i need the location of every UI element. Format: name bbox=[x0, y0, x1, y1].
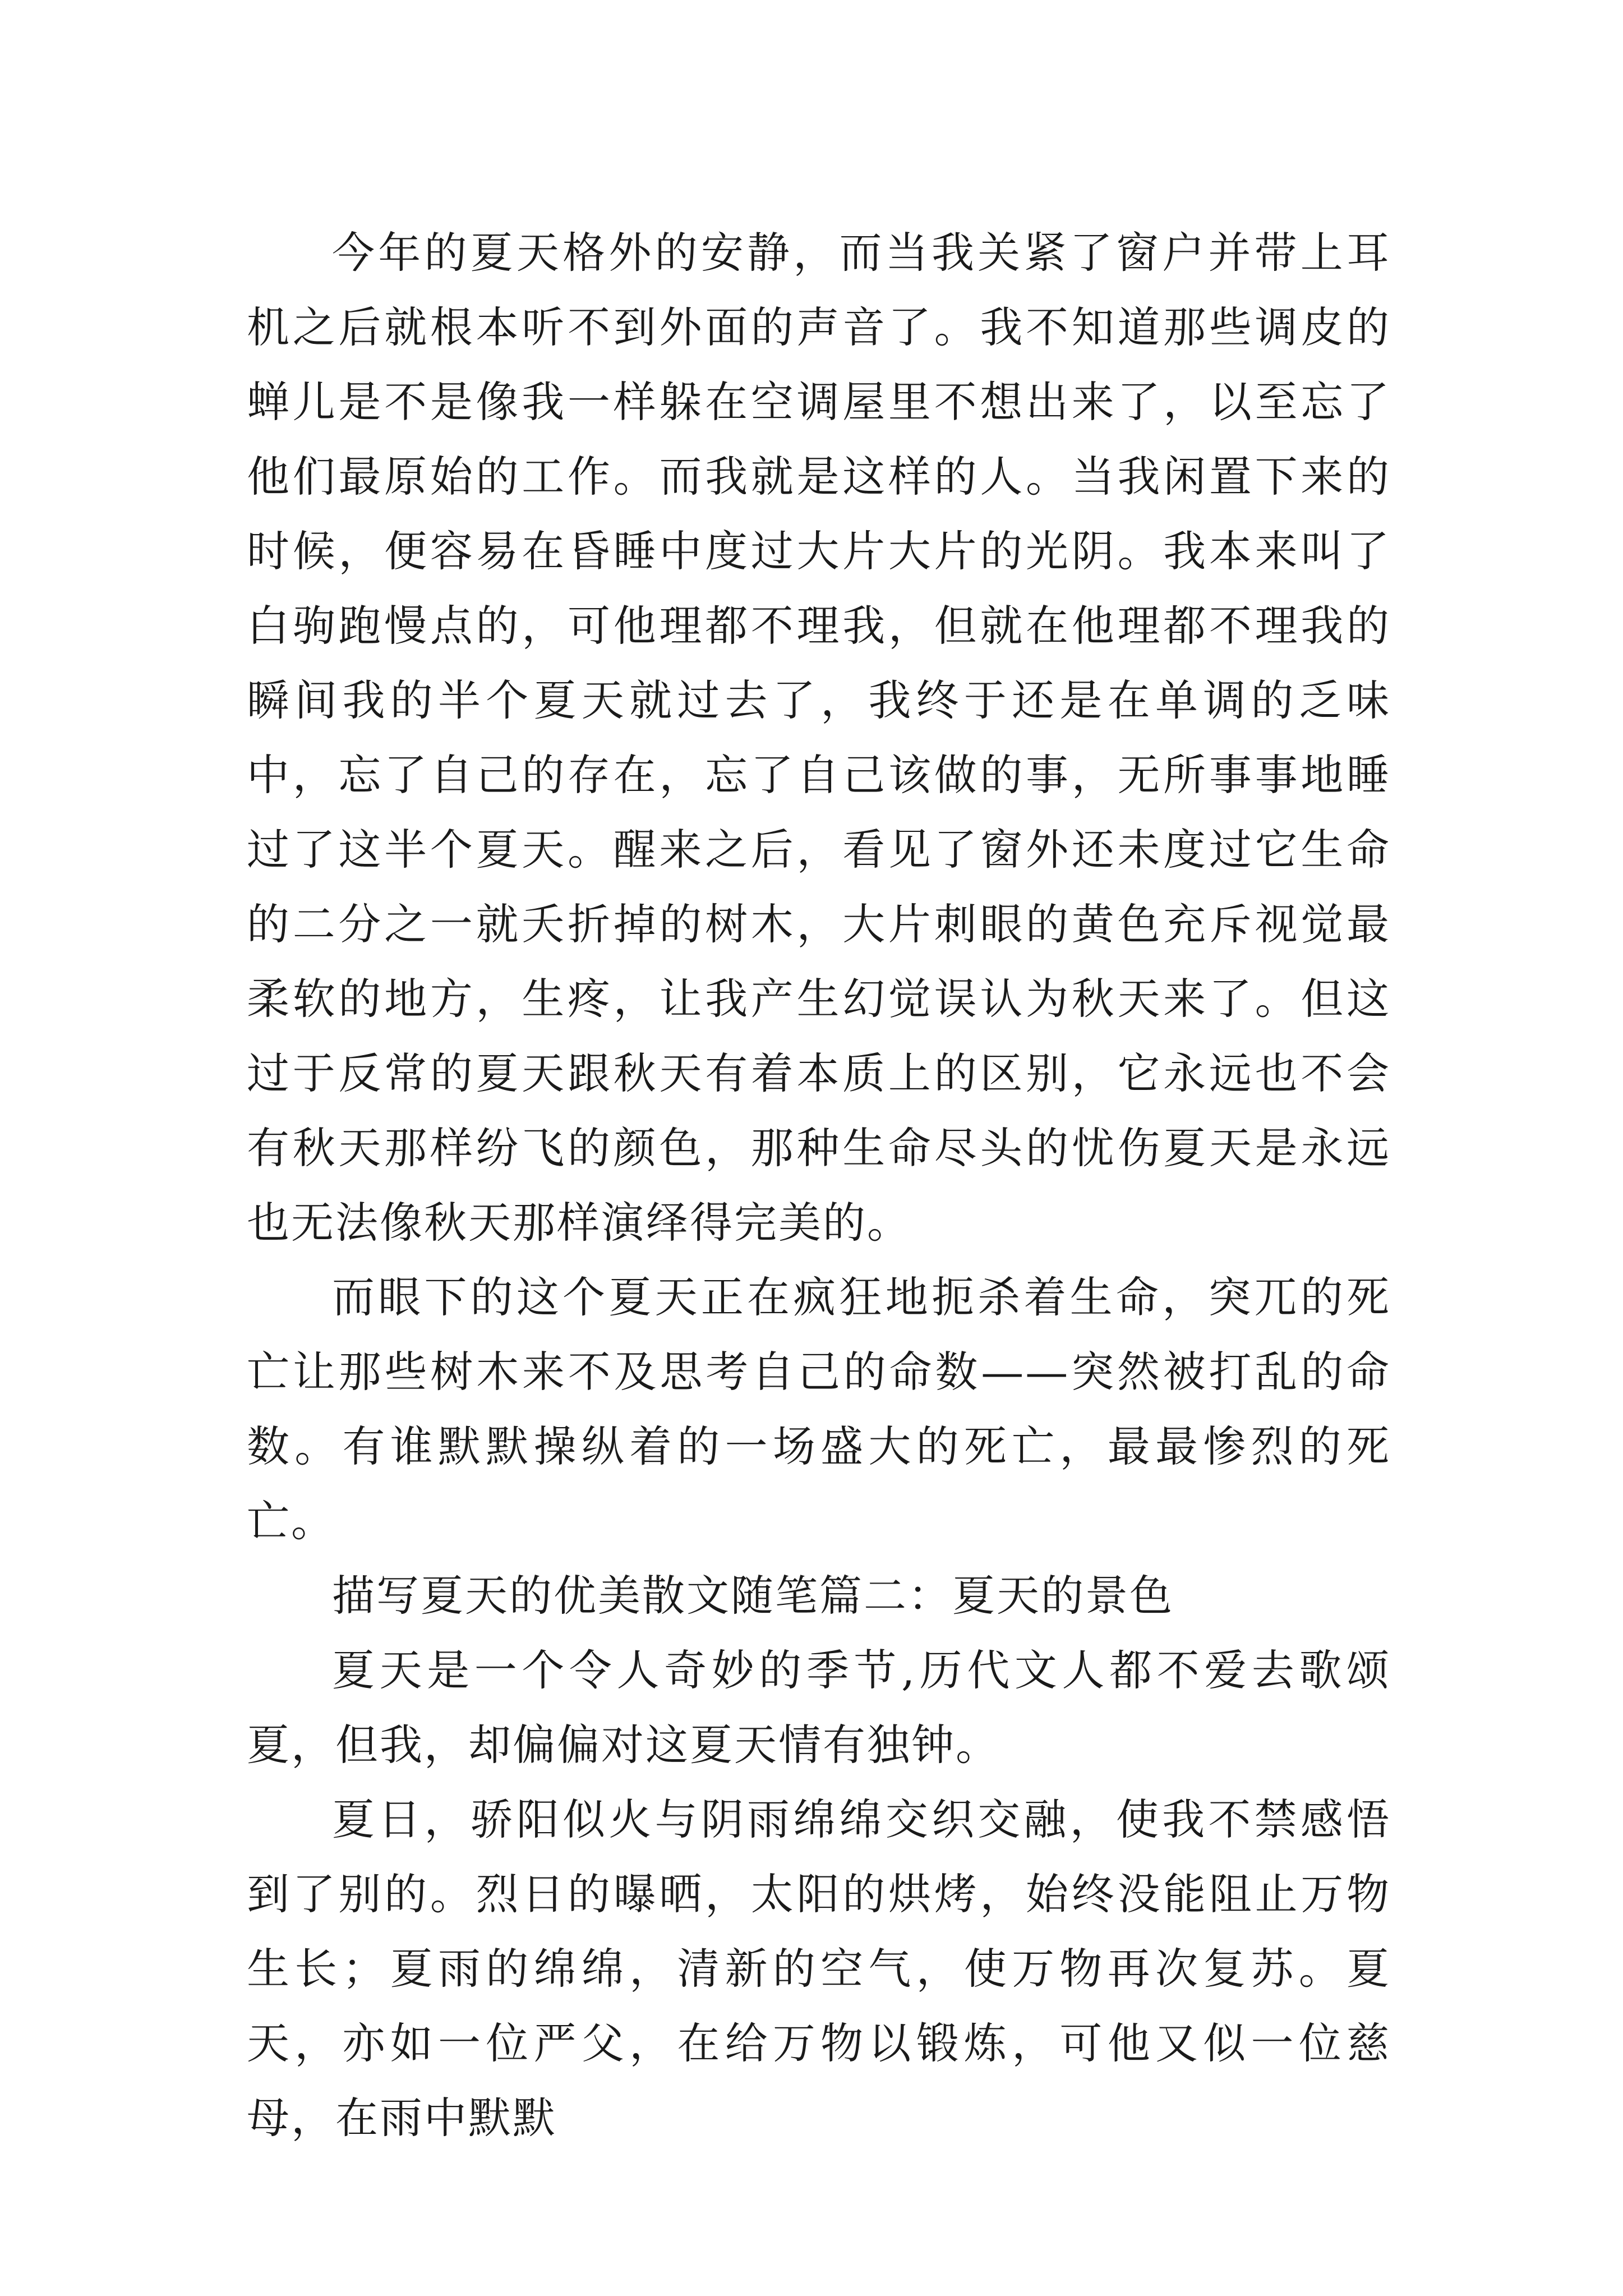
paragraph-3: 夏天是一个令人奇妙的季节,历代文人都不爱去歌颂夏，但我，却偏偏对这夏天情有独钟。 bbox=[247, 1645, 1391, 1770]
paragraph-4: 夏日，骄阳似火与阴雨绵绵交织交融，使我不禁感悟到了别的。烈日的曝晒，太阳的烘烤，始终没能阻止万物生长；夏雨的绵绵，清新的空气，使万物再次复苏。夏天，亦如一位严父，在给万物以锻炼，可他又似一位慈母，在雨中默默 bbox=[247, 1795, 1391, 2143]
document-body bbox=[247, 215, 1391, 2155]
paragraph-2: 而眼下的这个夏天正在疯狂地扼杀着生命，突兀的死亡让那些树木来不及思考自己的命数——突然被打乱的命数。有谁默默操纵着的一场盛大的死亡，最最惨烈的死亡。 bbox=[247, 1272, 1391, 1546]
section-heading: 描写夏天的优美散文随笔篇二：夏天的景色 bbox=[332, 1571, 1174, 1621]
paragraph-1: 今年的夏天格外的安静，而当我关紧了窗户并带上耳机之后就根本听不到外面的声音了。我不知道那些调皮的蝉儿是不是像我一样躲在空调屋里不想出来了，以至忘了他们最原始的工作。而我就是这样的人。当我闲置下来的时候，便容易在昏睡中度过大片大片的光阴。我本来叫了白驹跑慢点的，可他理都不理我，但就在他理都不理我的瞬间我的半个夏天就过去了，我终于还是在单调的乏味中，忘了自己的存在，忘了自己该做的事，无所事事地睡过了这半个夏天。醒来之后，看见了窗外还未度过它生命的二分之一就夭折掉的树木，大片刺眼的黄色充斥视觉最柔软的地方，生疼，让我产生幻觉误认为秋天来了。但这过于反常的夏天跟秋天有着本质上的区别，它永远也不会有秋天那样纷飞的颜色，那种生命尽头的忧伤夏天是永远也无法像秋天那样演绎得完美的。 bbox=[247, 228, 1391, 1248]
